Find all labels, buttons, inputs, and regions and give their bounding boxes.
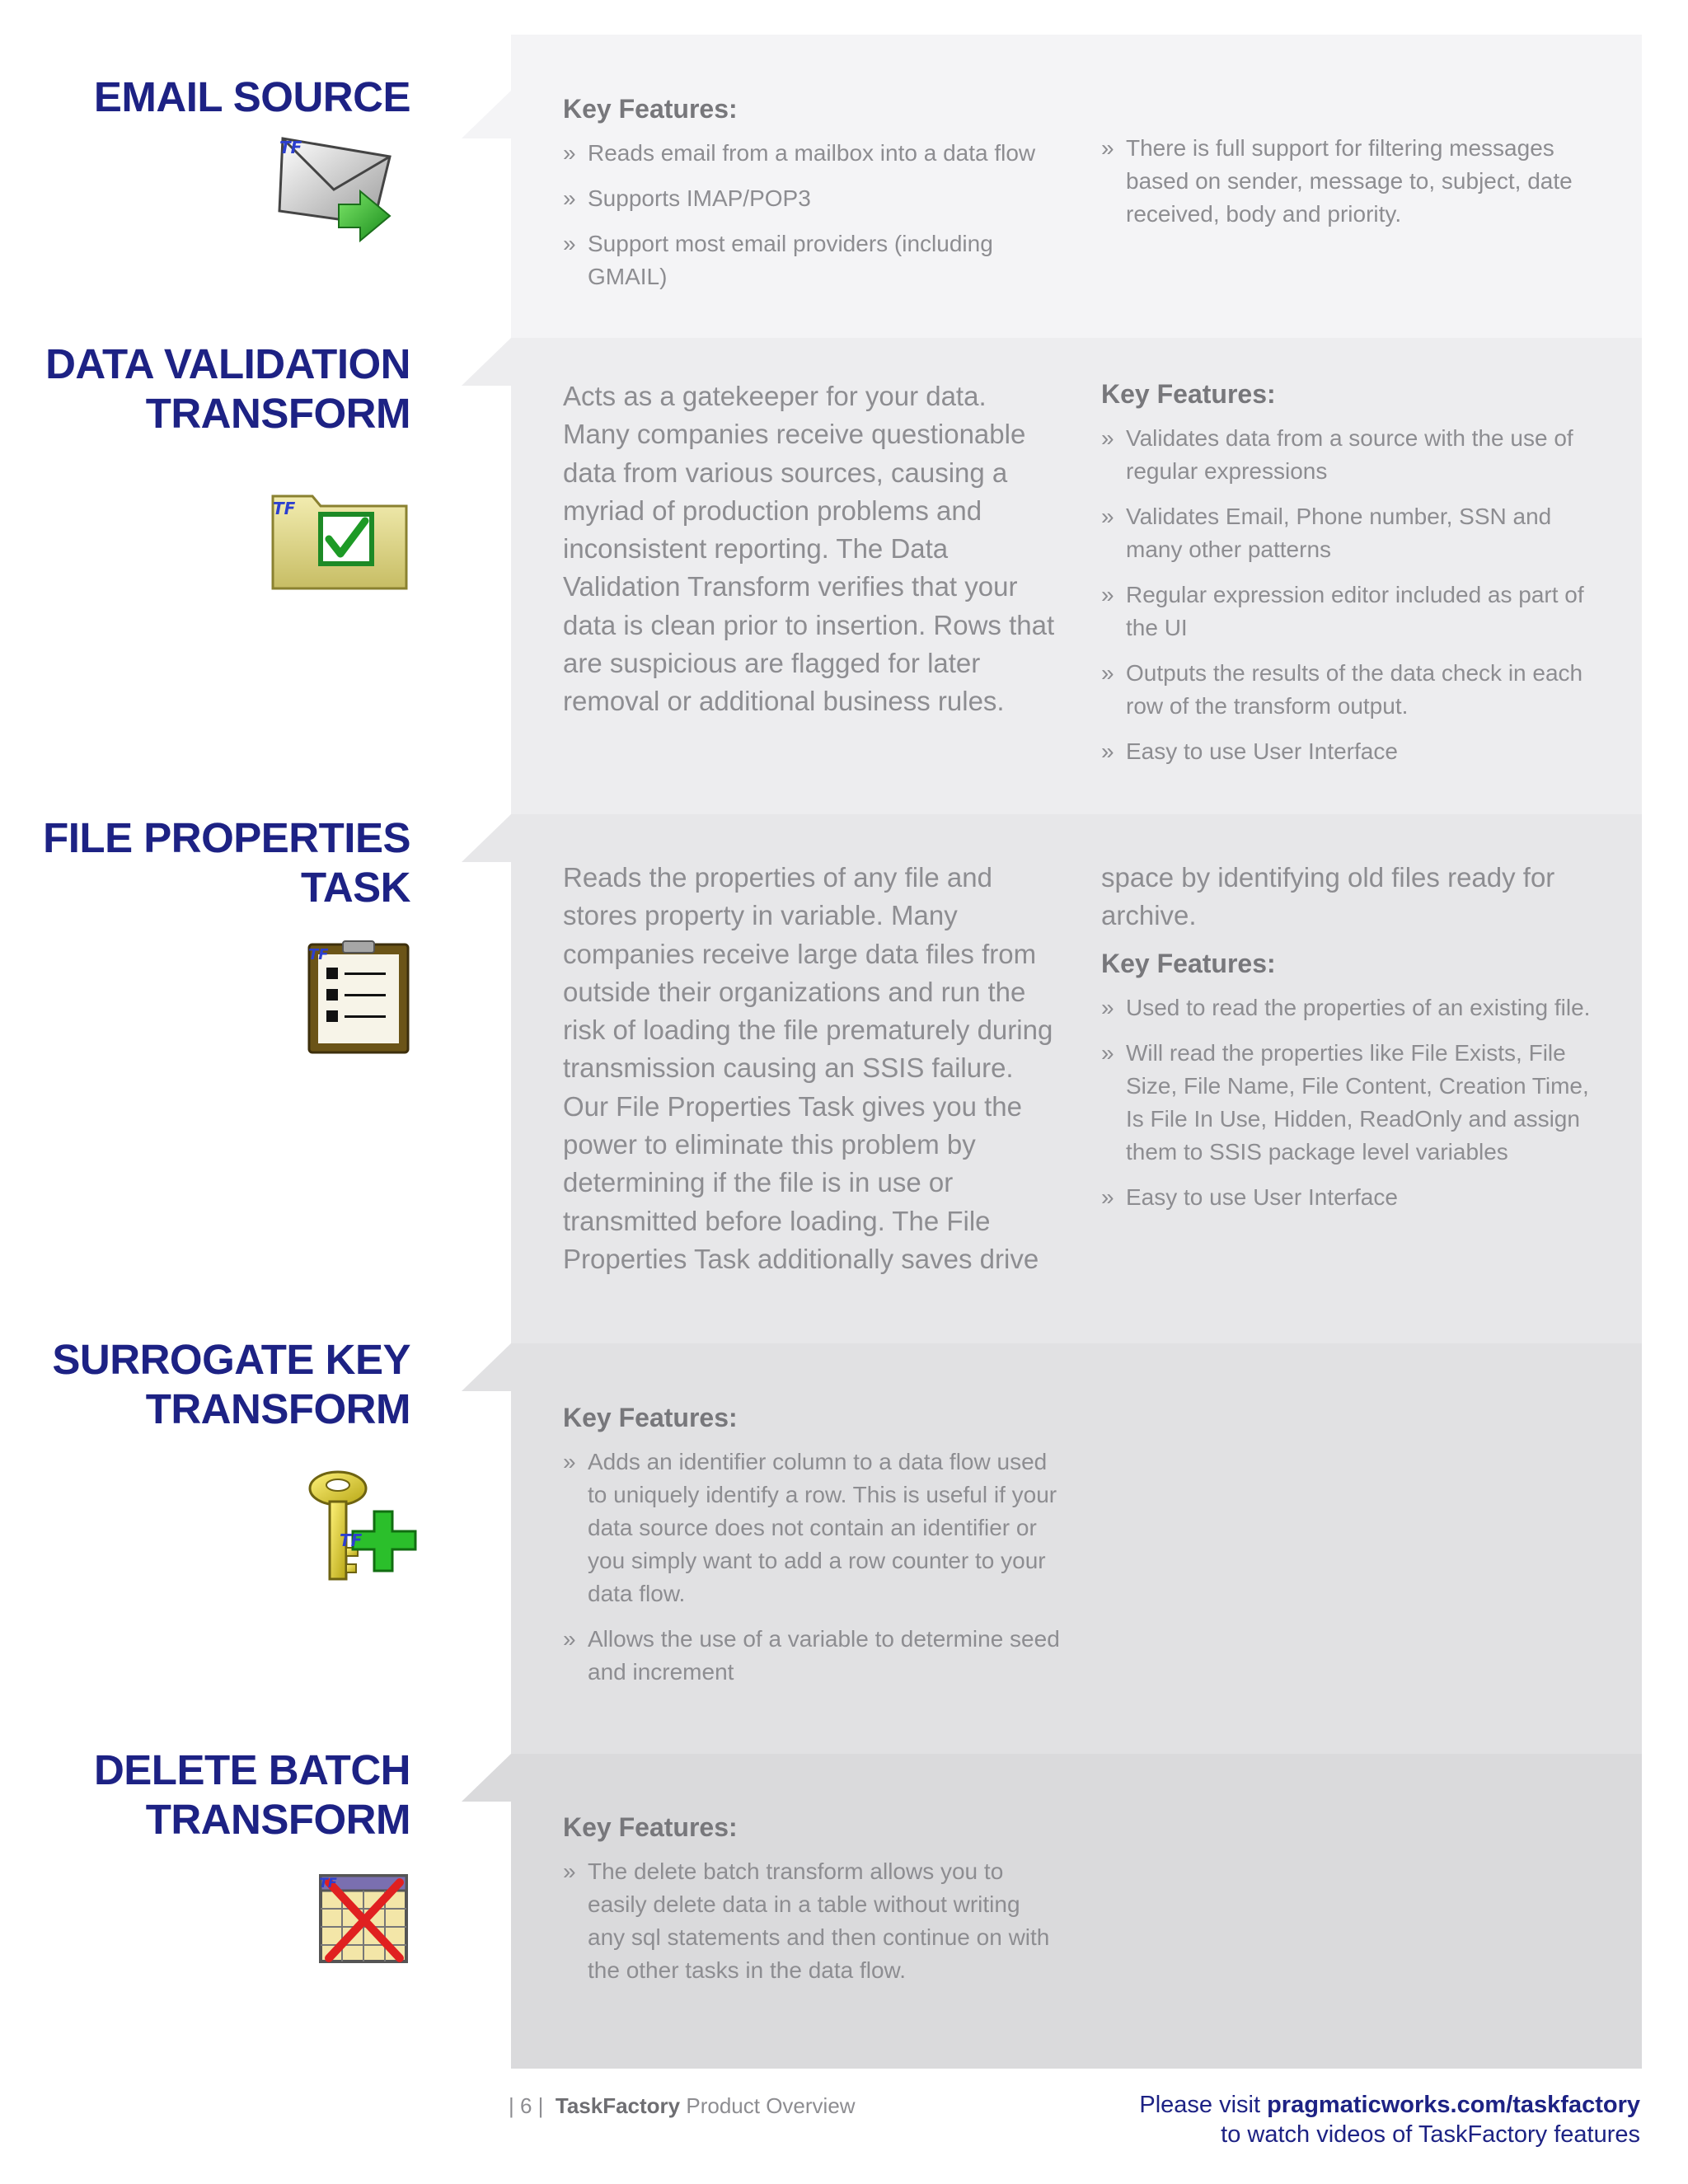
- taskfactory-link[interactable]: pragmaticworks.com/taskfactory: [1267, 2092, 1640, 2118]
- svg-text:TF: TF: [319, 1875, 337, 1891]
- list-item: » Adds an identifier column to a data flow used to uniquely identify a row. This is useful if your data source does not contain an identifier or you simply want to add a row counter to your data flow.: [563, 1446, 1066, 1610]
- list-item: » Will read the properties like File Exists, File Size, File Name, File Content, Creation Time, Is File In Use, Hidden, ReadOnly and assign them to SSIS package level variables: [1101, 1037, 1604, 1169]
- key-features-heading: Key Features:: [563, 1403, 738, 1432]
- list-item: » Used to read the properties of an existing file.: [1101, 991, 1604, 1024]
- list-item: » Support most email providers (including GMAIL): [563, 227, 1057, 293]
- file-properties-description-continued: space by identifying old files ready for archive.: [1101, 862, 1555, 931]
- email-source-filter-list: [1101, 132, 1596, 231]
- footer-page-info: [509, 2093, 856, 2119]
- file-properties-left-column: [563, 859, 1057, 1278]
- email-source-feature-list: [563, 137, 1057, 293]
- key-features-heading: Key Features:: [1101, 948, 1276, 978]
- visit-prefix: Please visit: [1139, 2092, 1261, 2118]
- data-validation-feature-list: [1101, 422, 1596, 768]
- list-item: » Outputs the results of the data check in each row of the transform output.: [1101, 657, 1596, 723]
- data-validation-left-column: [563, 377, 1057, 721]
- file-properties-description: Reads the properties of any file and stores property in variable. Many companies receive large data files from outside their organizations and run the risk of loading the file prematurely during transmission causing an SSIS failure. Our File Properties Task gives you the power to eliminate this problem by determining if the file is in use or transmitted before loading. The File Properties Task additionally saves drive: [563, 862, 1053, 1274]
- clipboard-checklist-icon: [307, 940, 410, 1055]
- list-item: » Allows the use of a variable to determine seed and increment: [563, 1623, 1066, 1689]
- delete-batch-left-column: [563, 1811, 1057, 1999]
- list-item: » Validates Email, Phone number, SSN and many other patterns: [1101, 500, 1596, 566]
- svg-text:TF: TF: [273, 499, 296, 518]
- file-properties-right-column: [1101, 859, 1604, 1226]
- list-item: » Regular expression editor included as part of the UI: [1101, 579, 1596, 644]
- footer-visit-note: [1139, 2090, 1640, 2149]
- delete-batch-feature-list: [563, 1855, 1057, 1987]
- delete-batch-notch: [462, 1754, 511, 1802]
- key-features-heading: Key Features:: [563, 94, 738, 124]
- surrogate-key-notch: [462, 1343, 511, 1391]
- surrogate-key-title: SURROGATE KEY TRANSFORM: [52, 1336, 410, 1432]
- surrogate-key-left-column: [563, 1401, 1066, 1701]
- list-item: » Supports IMAP/POP3: [563, 182, 1057, 215]
- email-source-notch: [462, 91, 511, 138]
- footer-doc-title: Product Overview: [686, 2093, 856, 2118]
- key-plus-icon: [305, 1469, 419, 1584]
- delete-batch-title: DELETE BATCH TRANSFORM: [93, 1746, 410, 1843]
- file-properties-notch: [462, 814, 511, 862]
- visit-suffix: to watch videos of TaskFactory features: [1221, 2121, 1640, 2148]
- data-validation-description: Acts as a gatekeeper for your data. Many companies receive questionable data from various sources, causing a myriad of production problems and inconsistent reporting. The Data Validation Transform verifies that your data is clean prior to insertion. Rows that are suspicious are flagged for later removal or additional business rules.: [563, 381, 1055, 717]
- svg-text:TF: TF: [340, 1530, 363, 1550]
- email-source-left-column: [563, 92, 1057, 306]
- list-item: » Easy to use User Interface: [1101, 1181, 1604, 1214]
- email-source-right-column: [1101, 132, 1596, 243]
- key-features-heading: Key Features:: [1101, 379, 1276, 409]
- data-validation-right-column: [1101, 377, 1596, 780]
- list-item: » Reads email from a mailbox into a data flow: [563, 137, 1057, 170]
- list-item: » The delete batch transform allows you to easily delete data in a table without writing any sql statements and then continue on with the other tasks in the data flow.: [563, 1855, 1057, 1987]
- file-properties-title: FILE PROPERTIES TASK: [43, 814, 410, 911]
- folder-checkmark-icon: [270, 488, 410, 592]
- footer-brand: TaskFactory: [555, 2093, 681, 2118]
- list-item: » Easy to use User Interface: [1101, 735, 1596, 768]
- svg-text:TF: TF: [279, 138, 302, 157]
- file-properties-feature-list: [1101, 991, 1604, 1214]
- data-validation-title: DATA VALIDATION TRANSFORM: [45, 340, 410, 437]
- svg-text:TF: TF: [308, 946, 329, 963]
- list-item: » Validates data from a source with the use of regular expressions: [1101, 422, 1596, 488]
- key-features-heading: Key Features:: [563, 1812, 738, 1842]
- email-source-title: EMAIL SOURCE: [93, 73, 410, 120]
- surrogate-key-feature-list: [563, 1446, 1066, 1689]
- email-envelope-arrow-icon: [276, 132, 396, 243]
- list-item: » There is full support for filtering messages based on sender, message to, subject, date received, body and priority.: [1101, 132, 1596, 231]
- page-number: | 6 |: [509, 2093, 544, 2118]
- table-delete-x-icon: [317, 1872, 410, 1965]
- data-validation-notch: [462, 338, 511, 386]
